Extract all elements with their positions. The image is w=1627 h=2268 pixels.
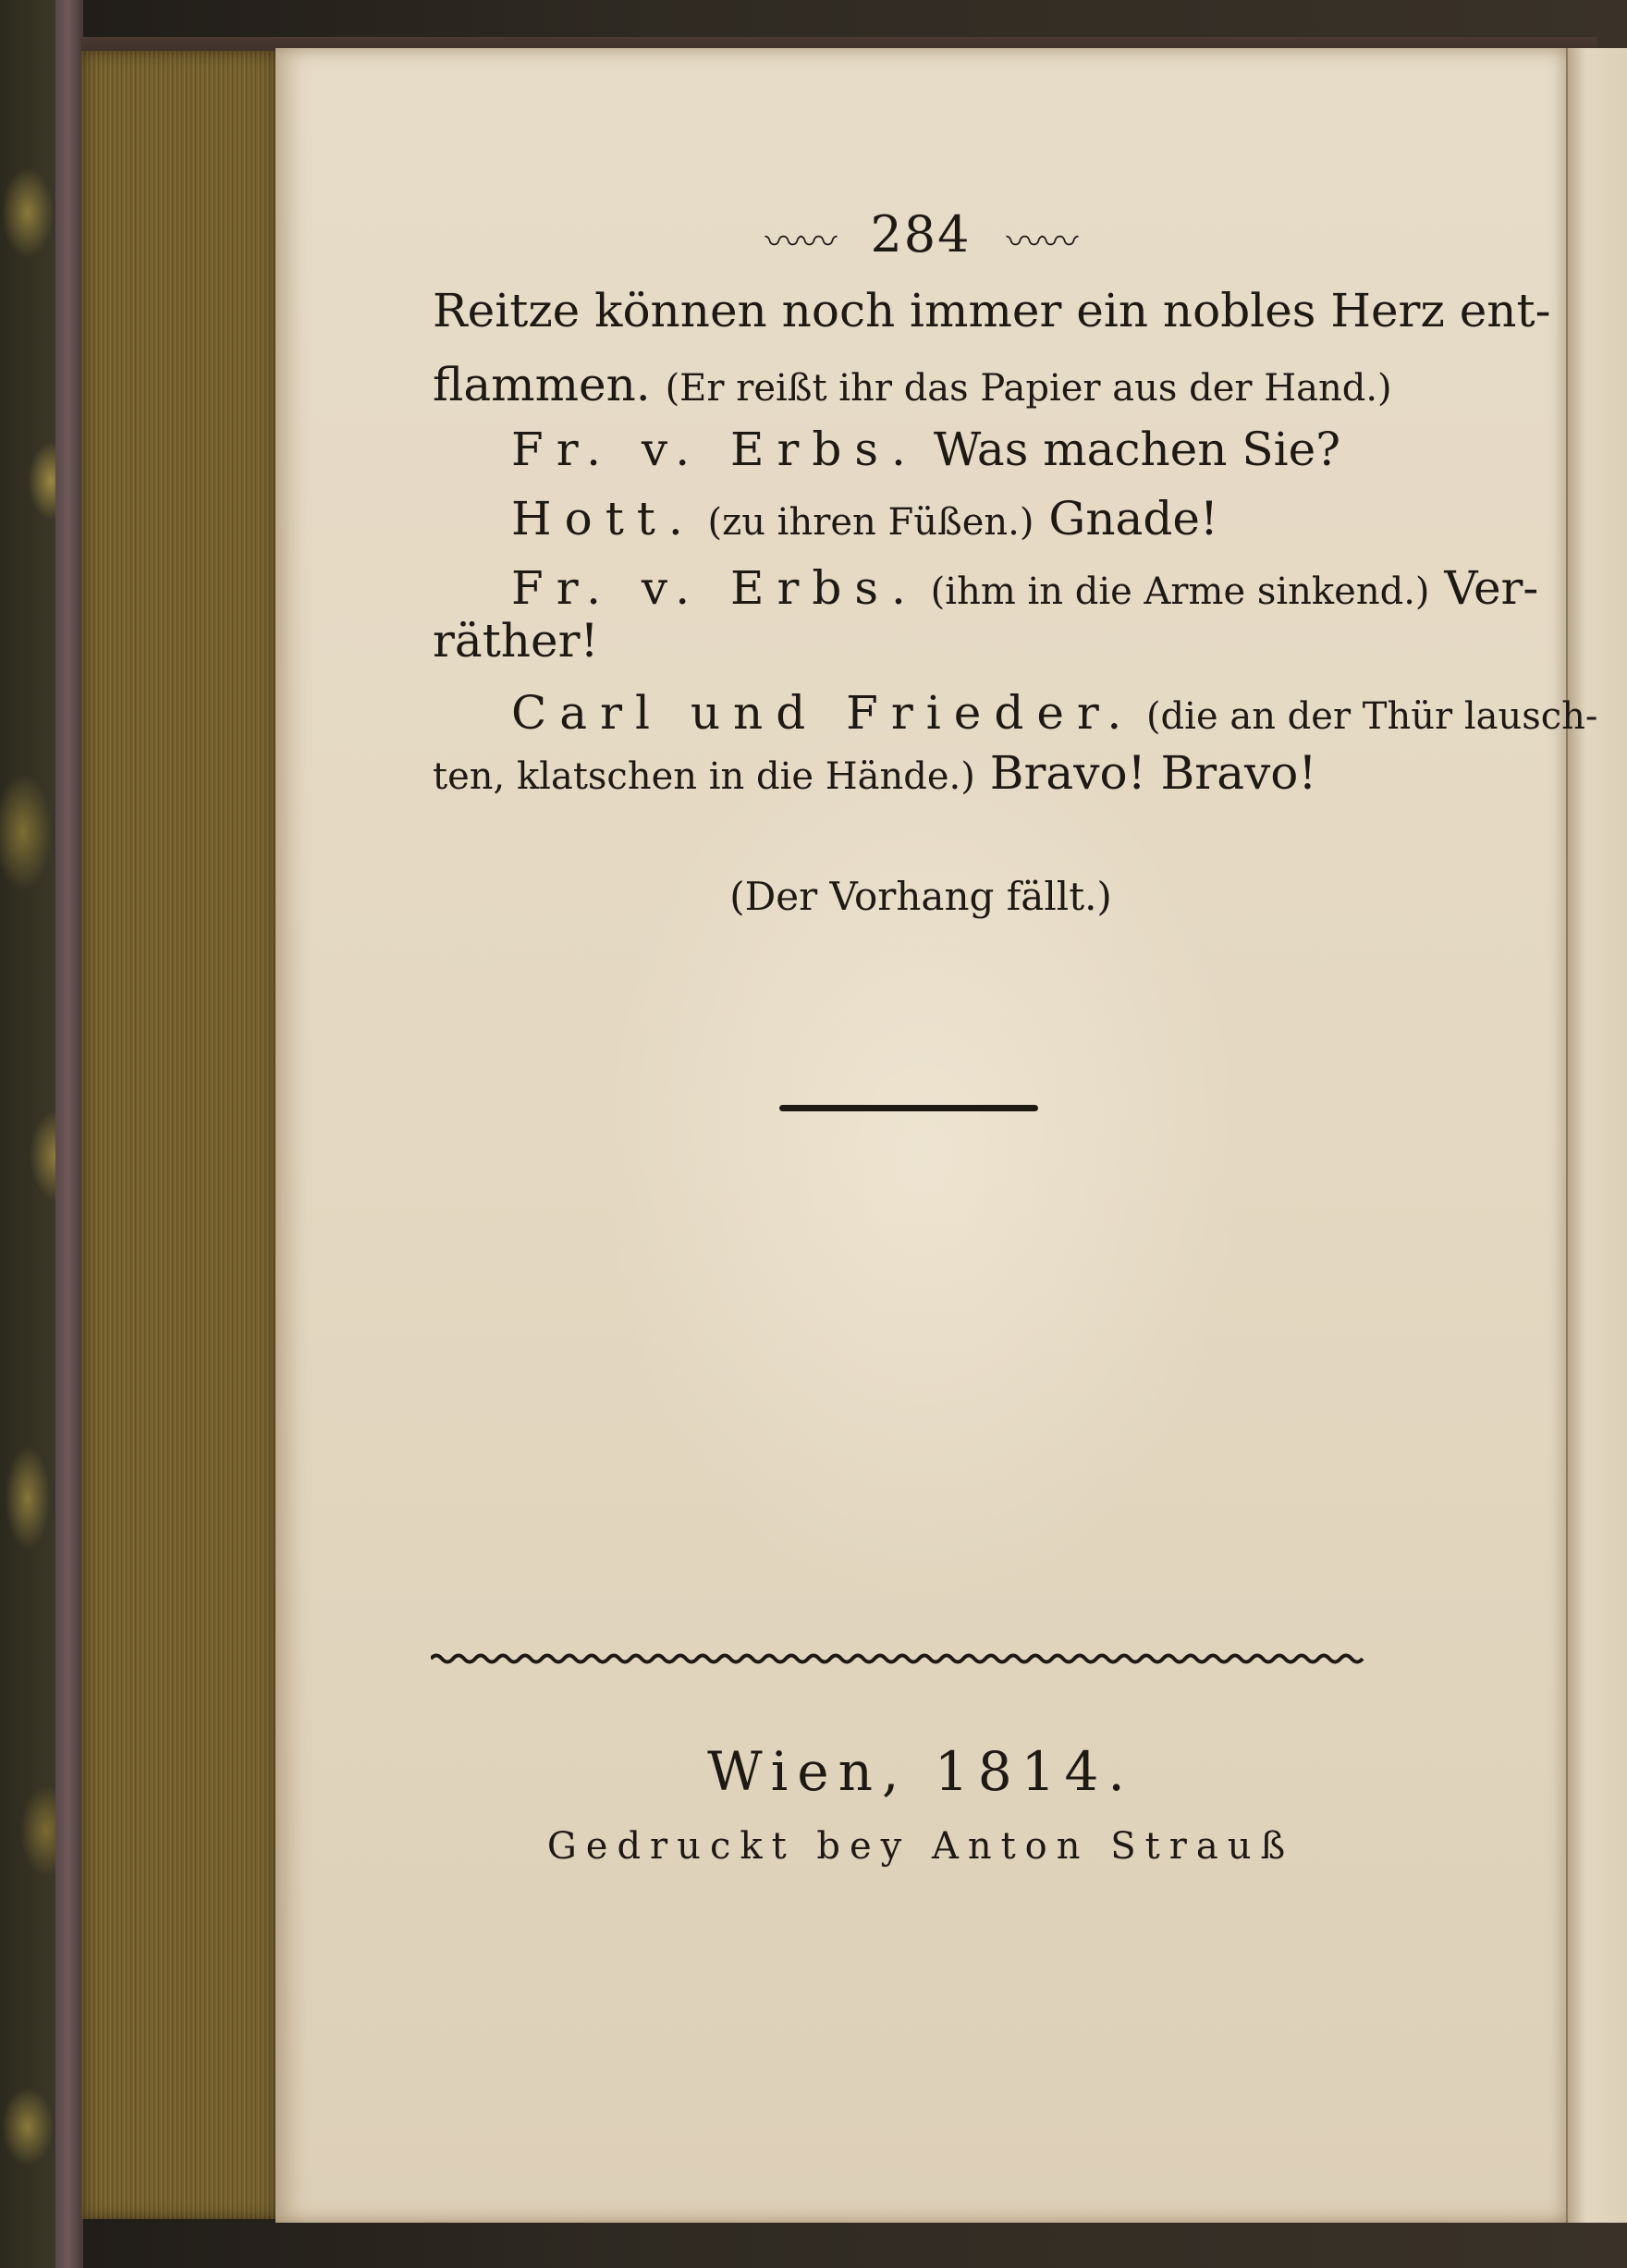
line-text: Ver-	[1429, 561, 1539, 615]
line-text: Bravo! Bravo!	[974, 746, 1317, 800]
curtain-stage-direction: (Der Vorhang fällt.)	[729, 874, 1112, 919]
next-page-sliver	[1566, 48, 1627, 2223]
stage-direction-inline: ten, klatschen in die Hände.)	[433, 755, 975, 798]
text-line-1	[433, 284, 1550, 337]
book-spine	[55, 0, 81, 2268]
header-ornament-right: 〰〰	[1006, 220, 1077, 264]
line-text: räther!	[433, 614, 599, 668]
header-ornament-left: 〰〰	[765, 220, 836, 264]
page-block-edges	[81, 51, 277, 2219]
text-line-7	[511, 686, 1597, 740]
text-line-4	[511, 492, 1218, 546]
text-line-2	[433, 358, 1392, 411]
text-line-8	[433, 746, 1316, 800]
line-text: Reitze können noch immer ein nobles Herz ent-	[433, 284, 1551, 337]
page-number: 284	[870, 205, 972, 264]
line-text: Gnade!	[1034, 492, 1219, 546]
book-page	[275, 48, 1598, 2223]
line-text: flammen.	[433, 358, 666, 411]
imprint-place-year: Wien, 1814.	[707, 1740, 1134, 1803]
stage-direction-inline: (Er reißt ihr das Papier aus der Hand.)	[665, 367, 1392, 410]
speaker-name: Fr. v. Erbs.	[511, 423, 919, 476]
stage-direction-inline: (die an der Thür lausch-	[1134, 695, 1598, 738]
speaker-name: Hott.	[511, 492, 696, 546]
stage-direction-inline: (ihm in die Arme sinkend.)	[918, 570, 1430, 613]
text-line-3	[511, 423, 1340, 476]
speaker-name: Carl und Frieder.	[511, 686, 1135, 740]
ornamental-wavy-rule	[431, 1650, 1364, 1667]
text-line-6	[433, 614, 599, 668]
end-rule	[779, 1105, 1038, 1111]
stage-direction-inline: (zu ihren Füßen.)	[695, 501, 1034, 544]
page-header	[275, 205, 1566, 265]
imprint-printer: Gedruckt bey Anton Strauß	[546, 1825, 1295, 1868]
line-text: Was machen Sie?	[918, 423, 1341, 476]
text-line-5	[511, 561, 1538, 615]
speaker-name: Fr. v. Erbs.	[511, 561, 919, 615]
